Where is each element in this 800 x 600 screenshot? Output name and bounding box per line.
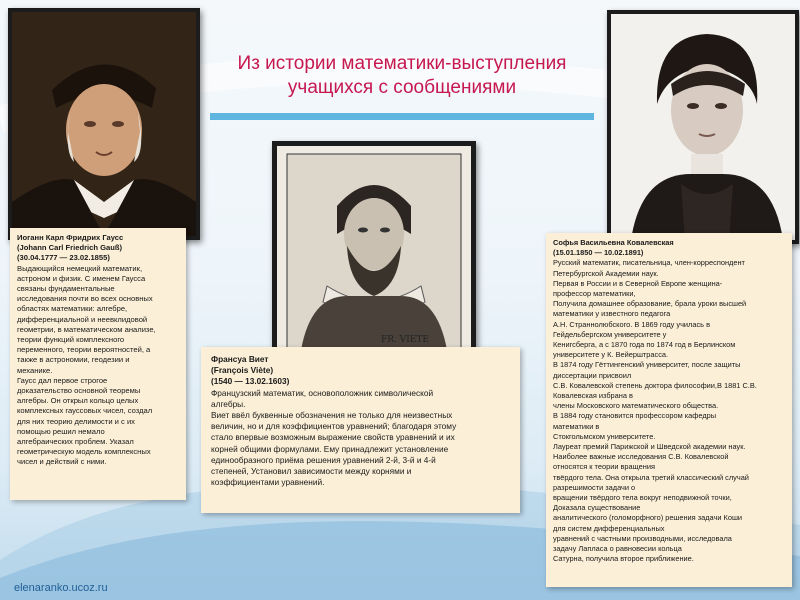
gauss-line: геометрии, в математическом анализе,: [17, 324, 156, 334]
kovalevskaya-info-card: [546, 233, 792, 587]
kovalevskaya-line: математики у известного педагога: [553, 309, 671, 319]
gauss-line: Выдающийся немецкий математик,: [17, 263, 143, 273]
kovalevskaya-line: члены Московского математического общества.: [553, 401, 719, 411]
viete-line: степеней, Установил зависимости между корнями и: [211, 466, 412, 477]
kovalevskaya-line: Стокгольмском университете.: [553, 431, 656, 441]
kovalevskaya-line: Кенигсберга, а с 1870 года по 1874 год в Берлинском: [553, 340, 736, 350]
gauss-line: также в астрономии, геодезии и: [17, 355, 130, 365]
kovalevskaya-line: для систем дифференциальных: [553, 523, 665, 533]
viete-line: величин, но и для коэффициентов уравнений; благодаря этому: [211, 421, 457, 432]
gauss-line: переменного, теории вероятностей, а: [17, 345, 151, 355]
viete-info-card: [201, 347, 520, 513]
kovalevskaya-line: университете у К. Вейерштрасса.: [553, 350, 669, 360]
gauss-line: алгебры. Он открыл кольцо целых: [17, 396, 139, 406]
kovalevskaya-line: профессор математики,: [553, 289, 636, 299]
kovalevskaya-line: математики в: [553, 421, 600, 431]
gauss-line: геометрическую модель комплексных: [17, 447, 151, 457]
gauss-line: механике.: [17, 365, 53, 375]
title-underline: [210, 113, 594, 120]
kovalevskaya-line: вращении твёрдого тела вокруг неподвижной точки,: [553, 493, 732, 503]
viete-line: коэффициентами уравнений.: [211, 477, 325, 488]
gauss-line: комплексных гауссовых чисел, создал: [17, 406, 153, 416]
gauss-latin-name: (Johann Carl Friedrich Gauß): [17, 243, 123, 253]
kovalevskaya-name: Софья Васильевна Ковалевская: [553, 238, 674, 247]
footer-website: elenaranko.ucoz.ru: [14, 582, 108, 594]
kovalevskaya-line: В 1884 году становится профессором кафедры: [553, 411, 717, 421]
kovalevskaya-line: аналитического (голоморфного) решения задачи Коши: [553, 513, 743, 523]
gauss-line: дифференциальной и неевклидовой: [17, 314, 148, 324]
kovalevskaya-text: [553, 238, 787, 565]
gauss-line: исследования почти во всех основных: [17, 294, 153, 304]
viete-portrait: [272, 141, 476, 363]
gauss-line: связаны фундаментальные: [17, 284, 115, 294]
gauss-text: [17, 233, 181, 468]
kovalevskaya-line: уравнений с частными производными, исследовала: [553, 533, 732, 543]
kovalevskaya-line: С.В. Ковалевской степень доктора философии,В 1881 С.В.: [553, 380, 757, 390]
viete-text: [211, 354, 515, 488]
kovalevskaya-line: Доказала существование: [553, 503, 641, 513]
gauss-line: для них теорию делимости и с их: [17, 416, 135, 426]
viete-engraving-caption: FR. VIETE: [381, 335, 429, 345]
gauss-line: Гаусс дал первое строгое: [17, 375, 108, 385]
title-line-2: учащихся с сообщениями: [287, 77, 517, 98]
kovalevskaya-line: Гейдельбергском университете у: [553, 329, 667, 339]
kovalevskaya-line: А.Н. Страннолюбского. В 1869 году училась в: [553, 319, 710, 329]
gauss-line: помощью решил немало: [17, 426, 105, 436]
kovalevskaya-dates: (15.01.1850 — 10.02.1891): [553, 248, 644, 258]
kovalevskaya-line: Получила домашнее образование, брала уроки высшей: [553, 299, 747, 309]
kovalevskaya-line: задачу Лапласа о равновесии кольца: [553, 544, 682, 554]
gauss-line: теории функций комплексного: [17, 335, 125, 345]
gauss-dates: (30.04.1777 — 23.02.1855): [17, 253, 110, 263]
kovalevskaya-line: разрешимости задачи о: [553, 482, 636, 492]
viete-dates: (1540 — 13.02.1603): [211, 376, 290, 387]
viete-line: единообразного приёма решения уравнений 2-й, 3-й и 4-й: [211, 454, 436, 465]
viete-latin-name: (François Viète): [211, 365, 274, 376]
gauss-line: областях математики: алгебре,: [17, 304, 128, 314]
kovalevskaya-line: Петербургской Академии наук.: [553, 268, 659, 278]
viete-line: Французский математик, основоположник символической: [211, 387, 434, 398]
kovalevskaya-portrait: [607, 10, 799, 244]
slide-title: [206, 52, 598, 100]
kovalevskaya-line: твёрдого тела. Она открыла третий классический случай: [553, 472, 749, 482]
kovalevskaya-line: Лауреат премий Парижской и Шведской академии наук.: [553, 442, 746, 452]
kovalevskaya-line: относятся к теории вращения: [553, 462, 655, 472]
gauss-info-card: [10, 228, 186, 500]
kovalevskaya-line: Первая в России и в Северной Европе женщина-: [553, 278, 723, 288]
title-line-1: Из истории математики-выступления: [237, 53, 567, 74]
viete-line: корней общими формулами. Ему принадлежит установление: [211, 443, 449, 454]
kovalevskaya-line: Русский математик, писательница, член-корреспондент: [553, 258, 745, 268]
gauss-name: Иоганн Карл Фридрих Гаусс: [17, 233, 124, 242]
kovalevskaya-line: диссертации присвоил: [553, 370, 632, 380]
kovalevskaya-line: В 1874 году Гёттингенский университет, после защиты: [553, 360, 741, 370]
kovalevskaya-line: Сатурна, получила второе приближение.: [553, 554, 694, 564]
gauss-portrait: [8, 8, 200, 240]
viete-line: алгебры.: [211, 398, 246, 409]
gauss-line: чисел и действий с ними.: [17, 457, 107, 467]
gauss-line: алгебраических проблем. Указал: [17, 437, 134, 447]
viete-name: Франсуа Виет: [211, 354, 269, 364]
kovalevskaya-line: Ковалевская избрана в: [553, 391, 633, 401]
viete-line: Виет ввёл буквенные обозначения не только для неизвестных: [211, 410, 453, 421]
viete-line: стало впервые возможным выражение свойств уравнений и их: [211, 432, 455, 443]
kovalevskaya-line: Наиболее важные исследования С.В. Ковалевской: [553, 452, 729, 462]
gauss-line: астроном и физик. С именем Гаусса: [17, 273, 146, 283]
gauss-line: доказательство основной теоремы: [17, 386, 141, 396]
